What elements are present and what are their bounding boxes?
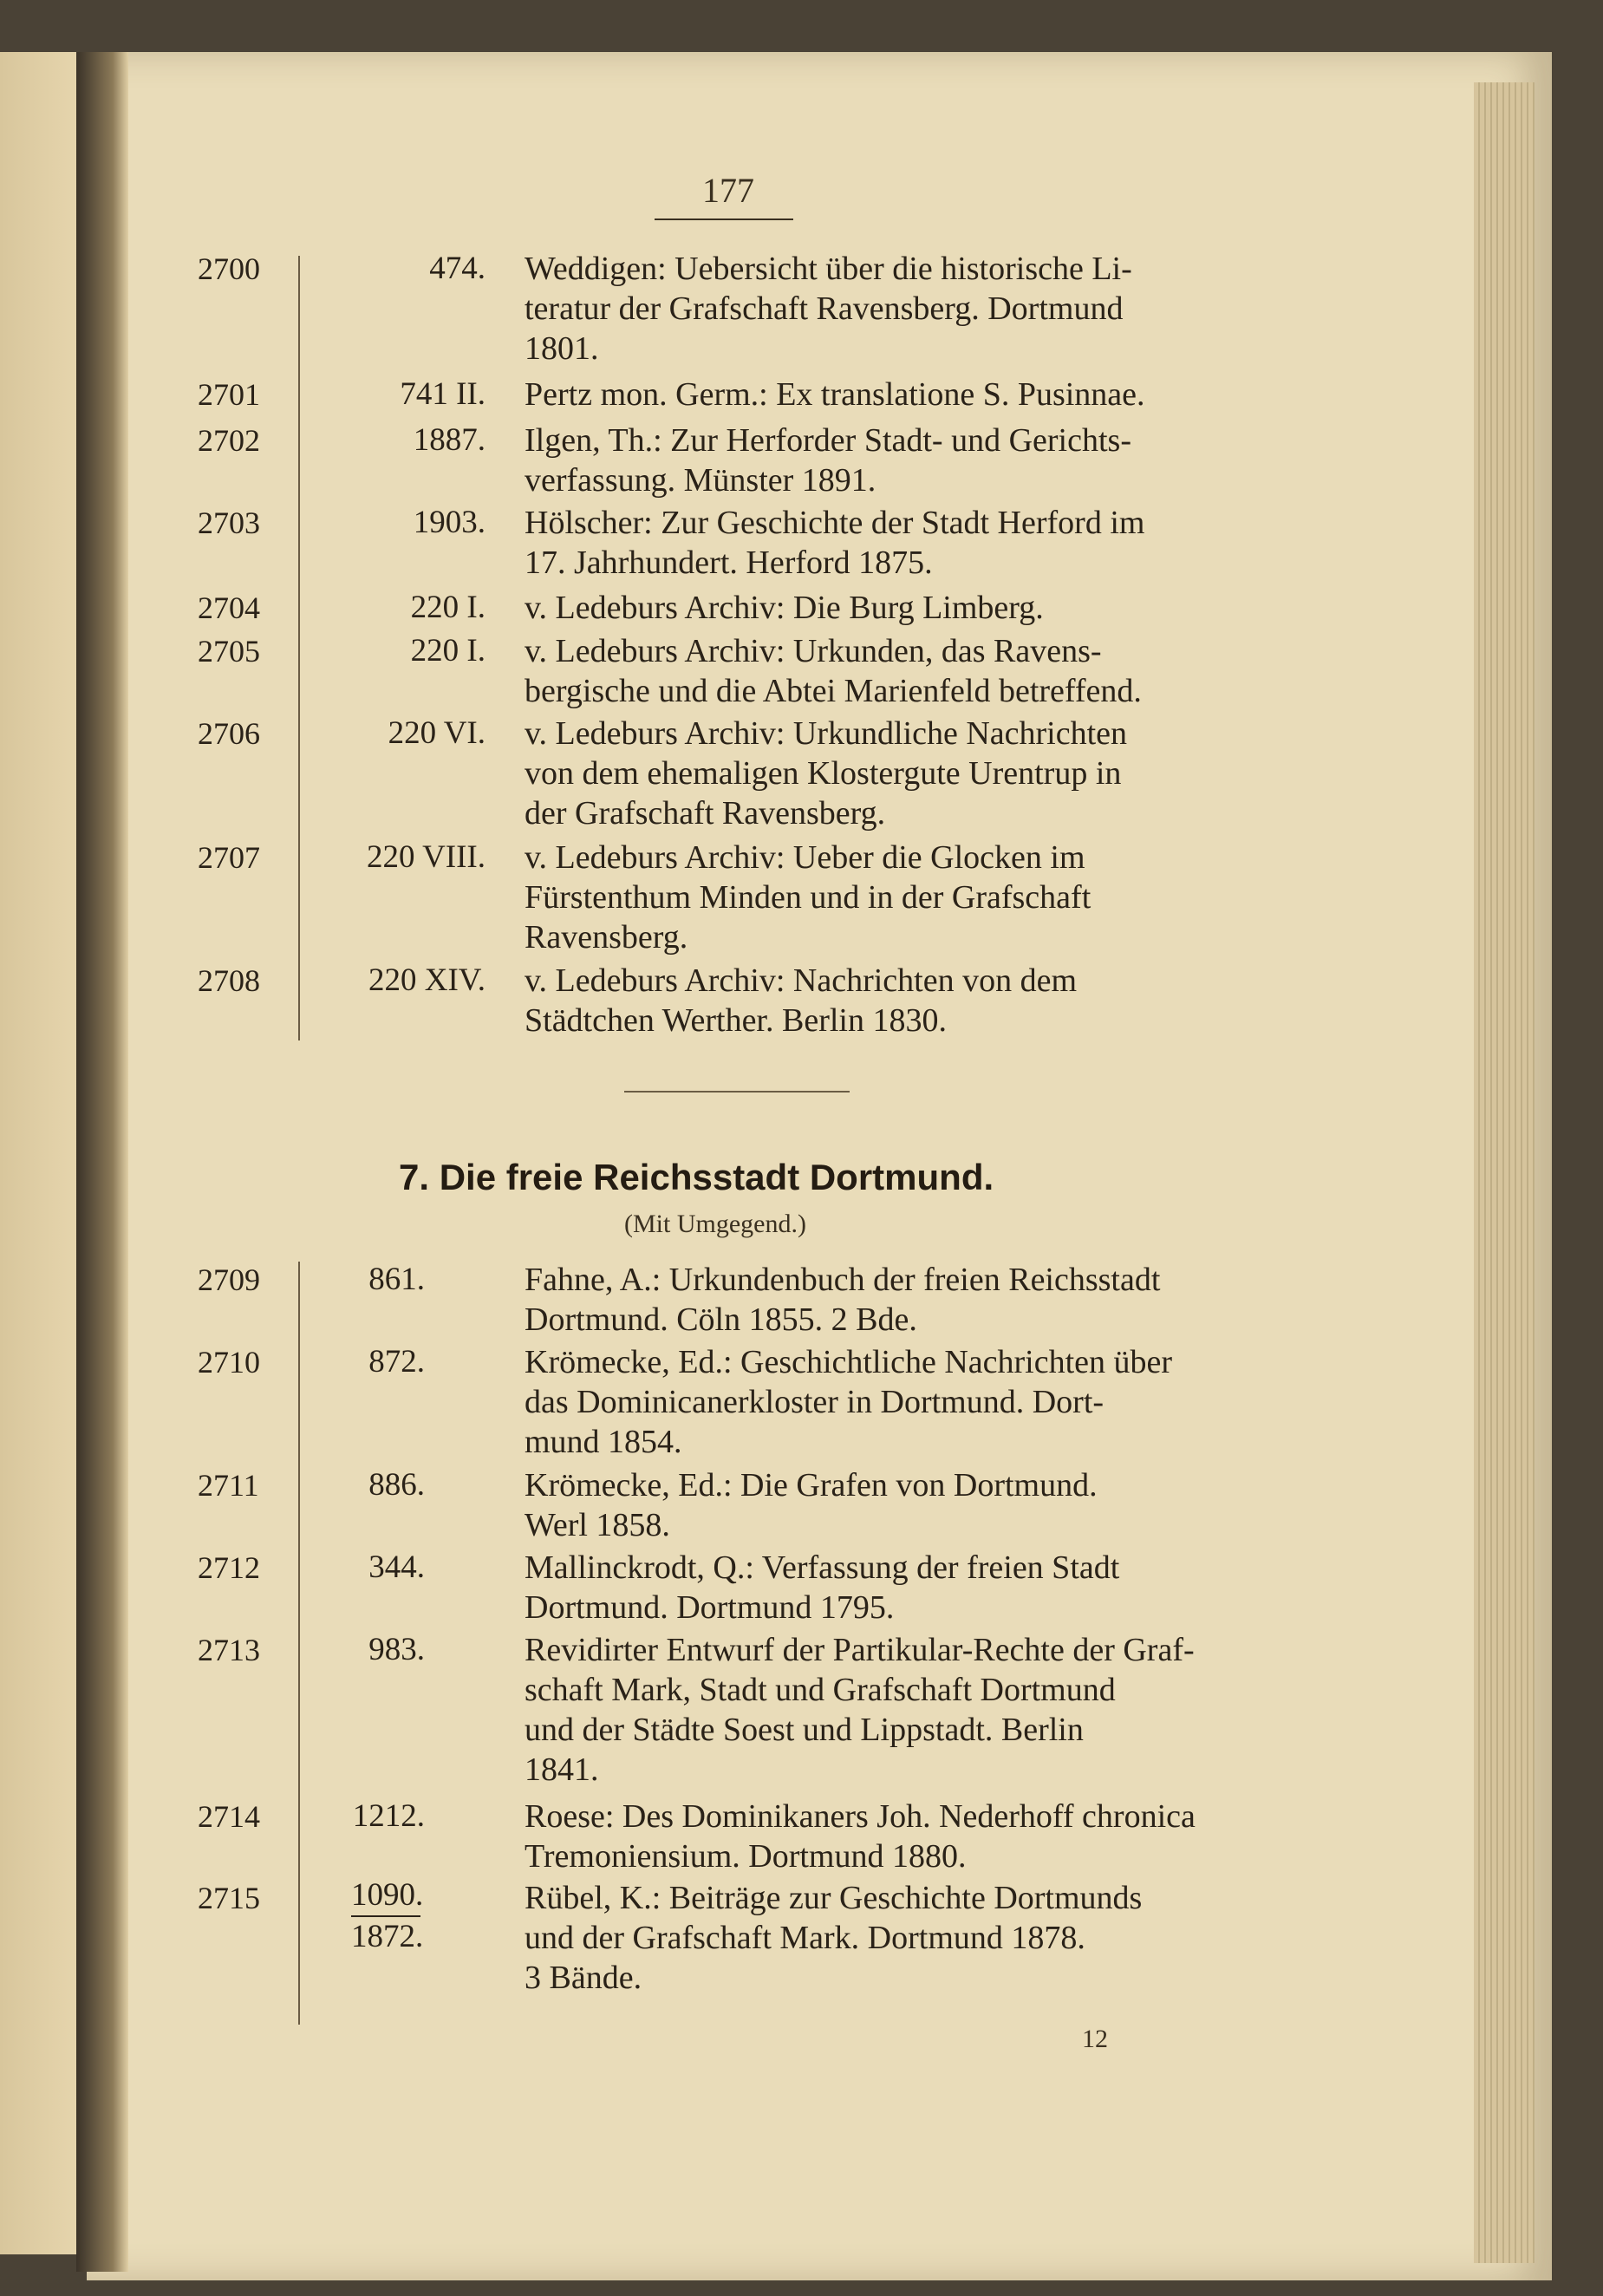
- entry-line: teratur der Grafschaft Ravensberg. Dortmund: [525, 290, 1124, 327]
- entry-reference: 1212.: [352, 1798, 425, 1834]
- entry-number: 2703: [198, 506, 260, 540]
- entry-number: 2708: [198, 963, 260, 998]
- entry-text: [525, 1797, 1261, 1876]
- entry-text: [525, 421, 1261, 500]
- entry-reference: 220 VIII.: [366, 839, 485, 875]
- entry-line: das Dominicanerkloster in Dortmund. Dort-: [525, 1384, 1105, 1420]
- entry-line: bergische und die Abtei Marienfeld betreffend.: [525, 673, 1142, 709]
- entry-line: Städtchen Werther. Berlin 1830.: [525, 1002, 947, 1039]
- column-rule-top: [298, 256, 300, 1040]
- entry-line: der Grafschaft Ravensberg.: [525, 795, 886, 832]
- entry-reference: 344.: [368, 1549, 425, 1585]
- entry-number: 2713: [198, 1633, 260, 1667]
- fraction-bottom: 1872.: [351, 1919, 424, 1954]
- entry-reference: 474.: [429, 251, 485, 286]
- entry-line: Roese: Des Dominikaners Joh. Nederhoff chronica: [525, 1798, 1196, 1835]
- entry-line: v. Ledeburs Archiv: Nachrichten von dem: [525, 962, 1078, 999]
- page-number-rule: [655, 219, 793, 220]
- entry-number: 2705: [198, 634, 260, 669]
- fraction-bar: [351, 1915, 420, 1917]
- entry-number: 2712: [198, 1550, 260, 1585]
- entry-text: [525, 838, 1261, 957]
- section-title: 7. Die freie Reichsstadt Dortmund.: [399, 1157, 994, 1197]
- entry-text: [525, 1548, 1261, 1627]
- entry-text: [525, 1342, 1261, 1462]
- entry-reference: 220 VI.: [388, 715, 485, 751]
- entry-number: 2714: [198, 1799, 260, 1834]
- entry-line: v. Ledeburs Archiv: Ueber die Glocken im: [525, 839, 1085, 876]
- entry-line: 3 Bände.: [525, 1960, 642, 1996]
- entry-reference: 741 II.: [400, 376, 485, 412]
- entry-line: Dortmund. Cöln 1855. 2 Bde.: [525, 1301, 917, 1338]
- entry-line: schaft Mark, Stadt und Grafschaft Dortmund: [525, 1672, 1116, 1708]
- entry-text: [525, 503, 1261, 583]
- entry-line: Weddigen: Uebersicht über die historische Li-: [525, 251, 1132, 287]
- entry-line: und der Städte Soest und Lippstadt. Berlin: [525, 1712, 1084, 1748]
- entry-reference: 886.: [368, 1467, 425, 1503]
- entry-line: v. Ledeburs Archiv: Urkunden, das Ravens-: [525, 633, 1102, 669]
- entry-line: Hölscher: Zur Geschichte der Stadt Herford im: [525, 505, 1145, 541]
- entry-text: [525, 1260, 1261, 1340]
- entry-text: [525, 961, 1261, 1040]
- signature-mark: 12: [1082, 2025, 1108, 2053]
- entry-line: 17. Jahrhundert. Herford 1875.: [525, 545, 933, 581]
- entry-number: 2704: [198, 590, 260, 625]
- entry-line: 1801.: [525, 330, 599, 367]
- entry-line: Dortmund. Dortmund 1795.: [525, 1589, 895, 1626]
- entry-line: 1841.: [525, 1751, 599, 1788]
- entry-line: Fahne, A.: Urkundenbuch der freien Reichsstadt: [525, 1262, 1161, 1298]
- page-stack-edge: [1474, 82, 1535, 2263]
- entry-line: Krömecke, Ed.: Geschichtliche Nachrichten über: [525, 1344, 1173, 1380]
- page-number: 177: [702, 171, 754, 210]
- entry-number: 2706: [198, 716, 260, 751]
- entry-reference: 983.: [368, 1632, 425, 1667]
- entry-line: Tremoniensium. Dortmund 1880.: [525, 1838, 967, 1875]
- section-subtitle: (Mit Umgegend.): [624, 1210, 806, 1238]
- entry-text: [525, 588, 1261, 628]
- entry-line: verfassung. Münster 1891.: [525, 462, 876, 499]
- entry-line: v. Ledeburs Archiv: Die Burg Limberg.: [525, 590, 1044, 626]
- entry-number: 2707: [198, 840, 260, 875]
- entry-reference: 220 I.: [410, 590, 485, 625]
- book-gutter: [76, 52, 128, 2272]
- entry-number: 2702: [198, 423, 260, 458]
- entry-text: [525, 714, 1261, 833]
- entry-line: Revidirter Entwurf der Partikular-Rechte der Graf-: [525, 1632, 1195, 1668]
- entry-text: [525, 1465, 1261, 1545]
- entry-reference: 220 I.: [410, 633, 485, 669]
- fraction-reference: [351, 1877, 424, 1955]
- entry-line: Pertz mon. Germ.: Ex translatione S. Pusinnae.: [525, 376, 1145, 413]
- entry-line: mund 1854.: [525, 1424, 682, 1460]
- entry-text: [525, 249, 1261, 369]
- entry-line: v. Ledeburs Archiv: Urkundliche Nachrichten: [525, 715, 1128, 752]
- entry-number: 2711: [198, 1468, 259, 1503]
- fraction-top: 1090.: [351, 1877, 424, 1913]
- entry-text: [525, 1630, 1261, 1790]
- entry-reference: 220 XIV.: [368, 962, 485, 998]
- entry-reference: 1887.: [413, 422, 485, 458]
- entry-line: Krömecke, Ed.: Die Grafen von Dortmund.: [525, 1467, 1098, 1503]
- entry-line: von dem ehemaligen Klostergute Urentrup in: [525, 755, 1122, 792]
- entry-text: [525, 375, 1261, 414]
- entry-number: 2709: [198, 1262, 260, 1297]
- entry-number: 2710: [198, 1345, 260, 1380]
- entry-line: und der Grafschaft Mark. Dortmund 1878.: [525, 1920, 1085, 1956]
- entry-text: [525, 1878, 1261, 1998]
- entry-text: [525, 631, 1261, 711]
- section-divider: [624, 1091, 850, 1093]
- entry-line: Mallinckrodt, Q.: Verfassung der freien Stadt: [525, 1549, 1120, 1586]
- entry-number: 2701: [198, 377, 260, 412]
- entry-line: Fürstenthum Minden und in der Grafschaft: [525, 879, 1091, 916]
- entry-line: Werl 1858.: [525, 1507, 670, 1543]
- entry-reference: 872.: [368, 1344, 425, 1380]
- entry-line: Rübel, K.: Beiträge zur Geschichte Dortmunds: [525, 1880, 1143, 1916]
- column-rule-bottom: [298, 1262, 300, 2025]
- entry-line: Ilgen, Th.: Zur Herforder Stadt- und Gerichts-: [525, 422, 1131, 459]
- entry-number: 2700: [198, 251, 260, 286]
- entry-line: Ravensberg.: [525, 919, 688, 956]
- entry-reference: 861.: [368, 1262, 425, 1297]
- entry-number: 2715: [198, 1881, 260, 1915]
- entry-reference: 1903.: [413, 505, 485, 540]
